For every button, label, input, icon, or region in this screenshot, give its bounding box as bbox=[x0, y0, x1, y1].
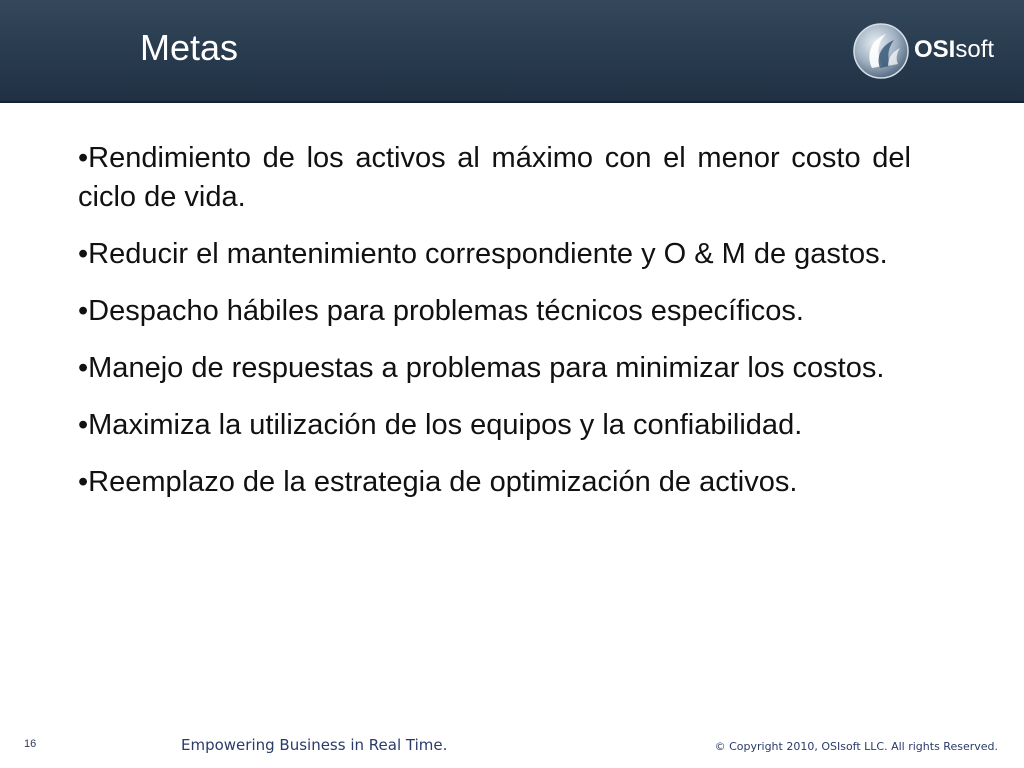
footer-tagline: Empowering Business in Real Time. bbox=[181, 736, 448, 754]
bullet-item: •Reducir el mantenimiento correspondiente y O & M de gastos. bbox=[78, 238, 888, 270]
slide-header bbox=[0, 0, 1024, 103]
brand-bold: OSI bbox=[914, 36, 956, 63]
osisoft-wordmark bbox=[914, 35, 994, 65]
bullet-item: •Rendimiento de los activos al máximo con el menor costo del ciclo de vida. bbox=[78, 142, 911, 213]
footer-copyright: © Copyright 2010, OSIsoft LLC. All rights Reserved. bbox=[714, 740, 998, 753]
osisoft-logo bbox=[852, 22, 1012, 80]
slide-title: Metas bbox=[140, 27, 239, 68]
brand-light: soft bbox=[955, 36, 995, 63]
bullet-item: •Despacho hábiles para problemas técnicos específicos. bbox=[78, 295, 804, 327]
bullet-item: •Reemplazo de la estrategia de optimización de activos. bbox=[78, 466, 798, 498]
bullet-item: •Manejo de respuestas a problemas para minimizar los costos. bbox=[78, 352, 885, 384]
bullet-list bbox=[78, 139, 911, 520]
bullet-item: •Maximiza la utilización de los equipos y la confiabilidad. bbox=[78, 409, 803, 441]
page-number: 16 bbox=[24, 738, 37, 750]
osisoft-logo-icon bbox=[852, 22, 910, 80]
